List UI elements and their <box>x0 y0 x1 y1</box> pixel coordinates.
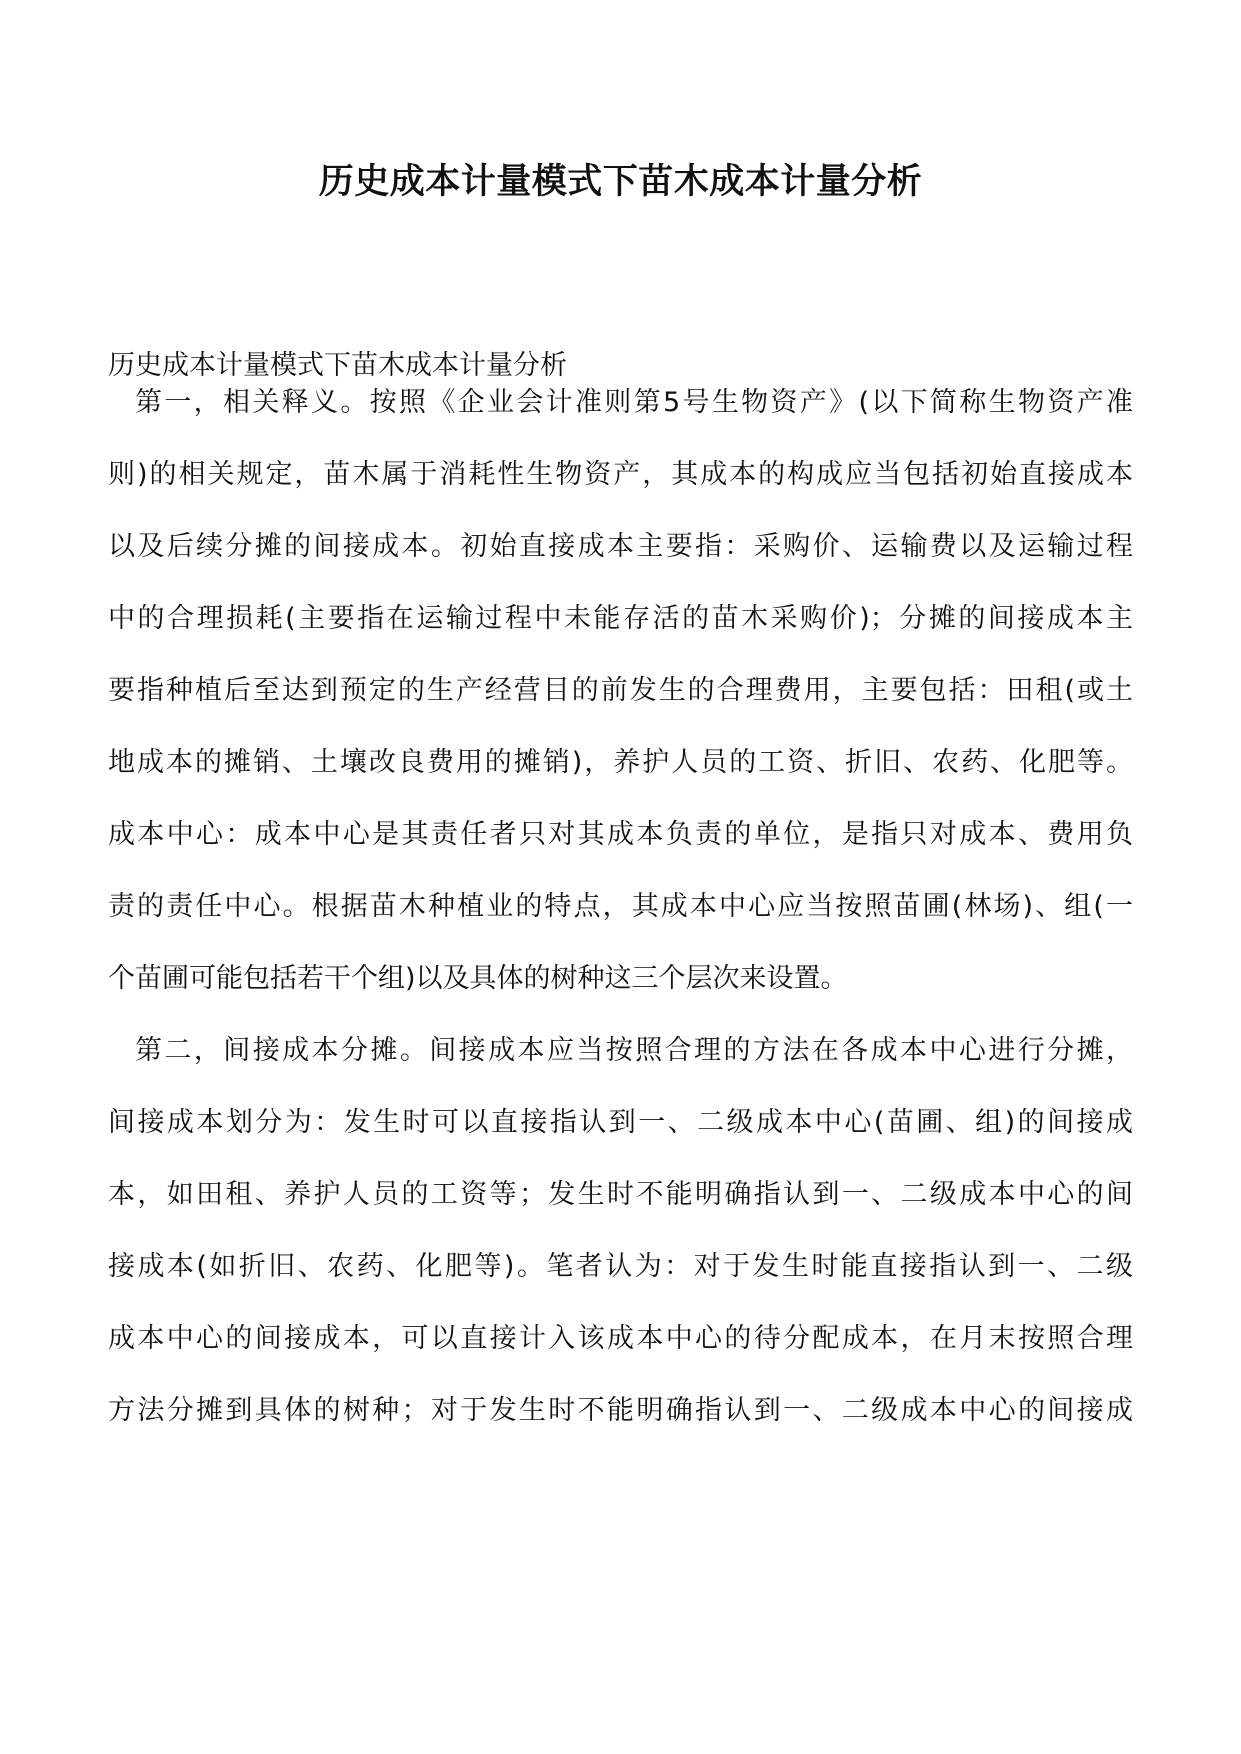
body-line-11: 间接成本划分为：发生时可以直接指认到一、二级成本中心(苗圃、组)的间接成 <box>108 1107 1133 1138</box>
body-line-8: 责的责任中心。根据苗木种植业的特点，其成本中心应当按照苗圃(林场)、组(一 <box>108 891 1133 922</box>
body-line-15: 方法分摊到具体的树种；对于发生时不能明确指认到一、二级成本中心的间接成 <box>108 1395 1133 1426</box>
body-line-2: 则)的相关规定，苗木属于消耗性生物资产，其成本的构成应当包括初始直接成本 <box>108 459 1133 490</box>
body-line-10: 第二，间接成本分摊。间接成本应当按照合理的方法在各成本中心进行分摊， <box>135 1035 1133 1066</box>
body-line-13: 接成本(如折旧、农药、化肥等)。笔者认为：对于发生时能直接指认到一、二级 <box>108 1251 1133 1282</box>
document-subtitle: 历史成本计量模式下苗木成本计量分析 <box>108 350 567 381</box>
body-line-9: 个苗圃可能包括若干个组)以及具体的树种这三个层次来设置。 <box>108 963 848 994</box>
body-line-5: 要指种植后至达到预定的生产经营目的前发生的合理费用，主要包括：田租(或土 <box>108 675 1133 706</box>
body-line-1: 第一，相关释义。按照《企业会计准则第5号生物资产》(以下简称生物资产准 <box>135 387 1133 418</box>
body-line-12: 本，如田租、养护人员的工资等；发生时不能明确指认到一、二级成本中心的间 <box>108 1179 1133 1210</box>
body-line-7: 成本中心：成本中心是其责任者只对其成本负责的单位，是指只对成本、费用负 <box>108 819 1133 850</box>
document-title: 历史成本计量模式下苗木成本计量分析 <box>318 162 923 202</box>
body-line-4: 中的合理损耗(主要指在运输过程中未能存活的苗木采购价)；分摊的间接成本主 <box>108 603 1133 634</box>
body-line-14: 成本中心的间接成本，可以直接计入该成本中心的待分配成本，在月末按照合理 <box>108 1323 1133 1354</box>
body-line-6: 地成本的摊销、土壤改良费用的摊销)，养护人员的工资、折旧、农药、化肥等。 <box>108 747 1133 778</box>
body-line-3: 以及后续分摊的间接成本。初始直接成本主要指：采购价、运输费以及运输过程 <box>108 531 1133 562</box>
